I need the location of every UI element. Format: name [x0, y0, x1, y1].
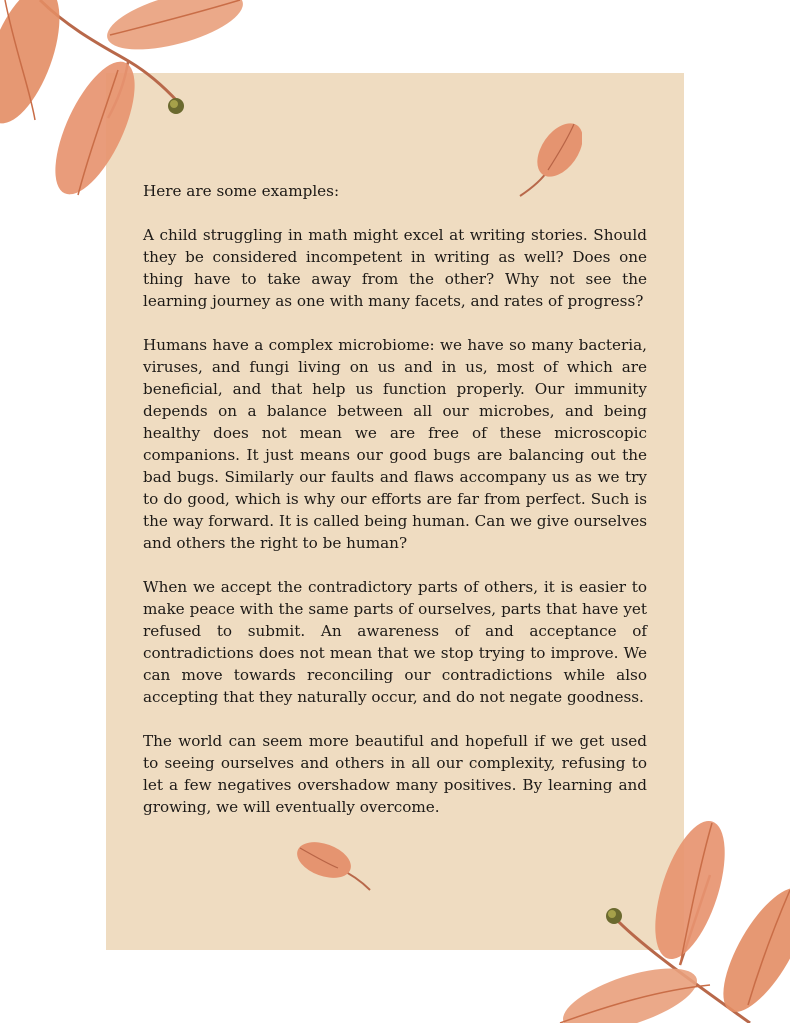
leaf-branch-bottom-right-icon [540, 815, 790, 1023]
intro-text: Here are some examples: [143, 182, 340, 200]
paragraph-4: The world can seem more beautiful and hopefull if we get used to seeing ourselves and others in all our complexity, refusing to let a few negatives overshadow many positives. By learning and growing, we will eventually overcome. [143, 732, 647, 816]
small-leaf-bottom-icon [296, 838, 376, 894]
paragraph-1: A child struggling in math might excel at writing stories. Should they be considered incompetent in writing as well? Does one thing have to take away from the other? Why not see the learning journey as one with many facets, and rates of progress? [143, 226, 647, 310]
paragraph-2: Humans have a complex microbiome: we have so many bacteria, viruses, and fungi living on us and in us, most of which are beneficial, and that help us function properly. Our immunity depends on a balance between all our microbes, and being healthy does not mean we are free of these microscopic companions. It just means our good bugs are balancing out the bad bugs. Similarly our faults and flaws accompany us as we try to do good, which is why our efforts are far from perfect. Such is the way forward. It is called being human. Can we give ourselves and others the right to be human? [143, 336, 647, 552]
document-body [143, 180, 647, 840]
paragraph-3: When we accept the contradictory parts of others, it is easier to make peace with the same parts of ourselves, parts that have yet refused to submit. An awareness of and acceptance of contradictions does not mean that we stop trying to improve. We can move towards reconciling our contradictions while also accepting that they naturally occur, and do not negate goodness. [143, 578, 647, 706]
leaf-branch-top-left-icon [0, 0, 250, 210]
